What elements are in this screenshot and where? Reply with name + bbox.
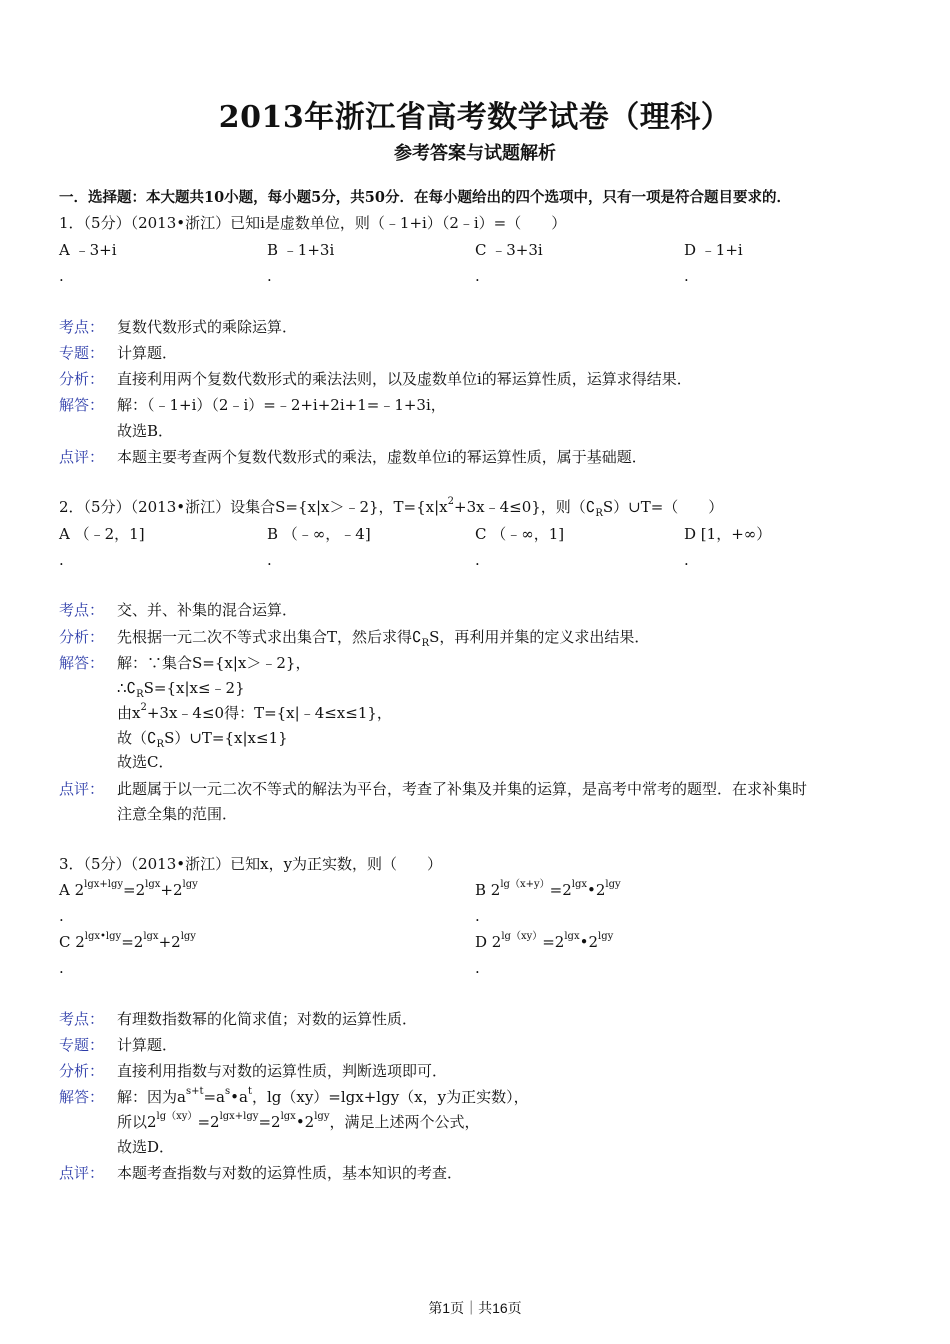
- q1-stem: 1．（5分）（2013•浙江）已知i是虚数单位，则（﹣1+i）（2﹣i）=（ ）: [59, 214, 567, 232]
- q3-option-a: [59, 880, 198, 900]
- q3-zhuanti-label: 专题：: [59, 1036, 105, 1054]
- q1-zhuanti: 计算题．: [117, 344, 178, 362]
- q3-b-op: •2: [587, 881, 606, 899]
- q2-option-b-dot: .: [267, 551, 272, 569]
- q3-jieda-label: 解答：: [59, 1088, 105, 1106]
- q3-option-d: [475, 932, 613, 952]
- q1-dianping-label: 点评：: [59, 448, 105, 466]
- q1-jieda-line2: 故选B．: [117, 422, 174, 440]
- q1-option-d: D ﹣1+i: [684, 241, 743, 259]
- q2-j3-exponent: 2: [140, 702, 147, 713]
- q3-a-exp1: lgx+lgy: [84, 879, 124, 890]
- q2-j2-subscript: R: [136, 689, 144, 700]
- q3-j2-e: ，满足上述两个公式，: [329, 1113, 480, 1131]
- page-title: 2013年浙江省高考数学试卷（理科）: [218, 100, 732, 135]
- q3-d-exp3: lgy: [598, 931, 614, 942]
- q2-jieda-line4: [117, 728, 288, 748]
- q1-option-a: A ﹣3+i: [59, 241, 117, 259]
- q2-fenxi-subscript: R: [421, 638, 430, 649]
- page-footer: 第1页｜共16页: [428, 1300, 522, 1316]
- q2-jieda-line5: 故选C．: [117, 753, 174, 771]
- q2-option-a-dot: .: [59, 551, 64, 569]
- q1-kaodian: 复数代数形式的乘除运算．: [117, 318, 298, 336]
- q2-option-d: D [1，+∞）: [684, 525, 772, 543]
- q2-j2-part2: S={x|x≤﹣2}: [143, 679, 245, 697]
- q3-dianping-label: 点评：: [59, 1164, 105, 1182]
- q2-dianping-label: 点评：: [59, 780, 105, 798]
- q2-j3-part2: +3x﹣4≤0得：T={x|﹣4≤x≤1}，: [146, 704, 392, 722]
- q3-kaodian: 有理数指数幂的化简求值；对数的运算性质．: [117, 1010, 418, 1028]
- q3-c-base: C 2: [59, 933, 85, 951]
- q3-a-exp2: lgx: [145, 879, 161, 890]
- q2-kaodian: 交、并、补集的混合运算．: [117, 601, 298, 619]
- section-heading: 一．选择题：本大题共10小题，每小题5分，共50分．在每小题给出的四个选项中，只有一项是符合题目要求的．: [59, 189, 791, 206]
- q3-a-exp3: lgy: [182, 879, 198, 890]
- q3-j1-d: ，lg（xy）=lgx+lgy（x，y为正实数），: [251, 1088, 529, 1106]
- q2-stem-exponent: 2: [447, 496, 455, 507]
- q3-d-exp1: lg（xy）: [501, 931, 543, 942]
- q2-option-c: C （﹣∞，1]: [475, 525, 565, 543]
- q3-option-d-dot: .: [475, 959, 480, 977]
- q3-option-b: [475, 880, 621, 900]
- q3-j2-s3: lgx: [280, 1111, 296, 1122]
- q1-option-c-dot: .: [475, 267, 480, 285]
- q3-zhuanti: 计算题．: [117, 1036, 178, 1054]
- q2-jieda-line1: 解：∵集合S={x|x＞﹣2}，: [117, 654, 311, 672]
- q1-option-b: B ﹣1+3i: [267, 241, 335, 259]
- q3-option-a-dot: .: [59, 907, 64, 925]
- q2-fenxi: [117, 627, 649, 647]
- q2-option-c-dot: .: [475, 551, 480, 569]
- q3-j2-s1: lg（xy）: [156, 1111, 198, 1122]
- q2-option-a: A （﹣2，1]: [59, 525, 145, 543]
- q3-j2-s2: lgx+lgy: [219, 1111, 259, 1122]
- q3-j1-a: 解：因为a: [117, 1088, 186, 1106]
- q2-j4-part1: 故（∁: [117, 729, 157, 747]
- q3-j1-s1: s+t: [185, 1086, 204, 1097]
- q2-option-d-dot: .: [684, 551, 689, 569]
- q2-j2-part1: ∴∁: [117, 679, 137, 697]
- q3-d-mid: =2: [542, 933, 565, 951]
- q3-j1-s3: t: [247, 1086, 252, 1097]
- q1-jieda-line1: 解：（﹣1+i）（2﹣i）=﹣2+i+2i+1=﹣1+3i，: [117, 396, 446, 414]
- q1-fenxi-label: 分析：: [59, 370, 105, 388]
- q3-d-base: D 2: [475, 933, 502, 951]
- q3-a-op: +2: [160, 881, 183, 899]
- q3-b-base: B 2: [475, 881, 501, 899]
- q3-jieda-line1: [117, 1087, 529, 1107]
- q3-b-exp1: lg（x+y）: [500, 879, 550, 890]
- q2-jieda-line3: [117, 703, 392, 723]
- q2-stem-part1: 2．（5分）（2013•浙江）设集合S={x|x＞﹣2}，T={x|x: [59, 498, 448, 516]
- q3-jieda-line3: 故选D．: [117, 1138, 175, 1156]
- q2-stem: [59, 497, 723, 517]
- q3-c-exp3: lgy: [180, 931, 196, 942]
- q3-option-c-dot: .: [59, 959, 64, 977]
- q1-option-c: C ﹣3+3i: [475, 241, 543, 259]
- q3-fenxi-label: 分析：: [59, 1062, 105, 1080]
- q1-fenxi: 直接利用两个复数代数形式的乘法法则，以及虚数单位i的幂运算性质，运算求得结果．: [117, 370, 692, 388]
- q2-kaodian-label: 考点：: [59, 601, 105, 619]
- q3-c-mid: =2: [121, 933, 144, 951]
- q2-j4-subscript: R: [156, 739, 165, 750]
- q3-a-base: A 2: [59, 881, 85, 899]
- q3-a-mid: =2: [123, 881, 146, 899]
- q2-stem-part2: +3x﹣4≤0}，则（∁: [454, 498, 596, 516]
- q3-option-b-dot: .: [475, 907, 480, 925]
- q3-kaodian-label: 考点：: [59, 1010, 105, 1028]
- q1-kaodian-label: 考点：: [59, 318, 105, 336]
- q2-j3-part1: 由x: [117, 704, 141, 722]
- q3-b-mid: =2: [549, 881, 572, 899]
- q3-j1-c: •a: [230, 1088, 248, 1106]
- q3-c-op: +2: [158, 933, 181, 951]
- q2-j4-part2: S）∪T={x|x≤1}: [164, 729, 288, 747]
- q2-stem-part3: S）∪T=（ ）: [602, 498, 724, 516]
- page-subtitle: 参考答案与试题解析: [394, 143, 556, 164]
- q2-fenxi-part2: S，再利用并集的定义求出结果．: [429, 628, 650, 646]
- q3-jieda-line2: [117, 1112, 479, 1132]
- q3-j2-c: =2: [258, 1113, 281, 1131]
- q3-j1-b: =a: [203, 1088, 225, 1106]
- q2-jieda-line2: [117, 678, 245, 698]
- q3-c-exp2: lgx: [143, 931, 159, 942]
- q3-j2-b: =2: [197, 1113, 220, 1131]
- q2-stem-subscript: R: [595, 508, 603, 519]
- q1-zhuanti-label: 专题：: [59, 344, 105, 362]
- q2-dianping-line2: 注意全集的范围．: [117, 805, 238, 823]
- q1-jieda-label: 解答：: [59, 396, 105, 414]
- q2-option-b: B （﹣∞，﹣4]: [267, 525, 371, 543]
- q3-d-exp2: lgx: [564, 931, 580, 942]
- q3-b-exp3: lgy: [605, 879, 621, 890]
- q1-option-a-dot: .: [59, 267, 64, 285]
- q1-option-b-dot: .: [267, 267, 272, 285]
- q1-dianping: 本题主要考查两个复数代数形式的乘法，虚数单位i的幂运算性质，属于基础题．: [117, 448, 647, 466]
- q3-j2-a: 所以2: [117, 1113, 157, 1131]
- q3-option-c: [59, 932, 196, 952]
- q3-j1-s2: s: [225, 1086, 231, 1097]
- q3-j2-s4: lgy: [314, 1111, 330, 1122]
- q3-fenxi: 直接利用指数与对数的运算性质，判断选项即可．: [117, 1062, 448, 1080]
- q3-j2-d: •2: [295, 1113, 315, 1131]
- q2-fenxi-part1: 先根据一元二次不等式求出集合T，然后求得∁: [117, 628, 422, 646]
- q3-c-exp1: lgx•lgy: [84, 931, 122, 942]
- q3-d-op: •2: [579, 933, 599, 951]
- q3-b-exp2: lgx: [571, 879, 587, 890]
- q3-stem: 3．（5分）（2013•浙江）已知x，y为正实数，则（ ）: [59, 855, 443, 873]
- q2-fenxi-label: 分析：: [59, 628, 105, 646]
- q1-option-d-dot: .: [684, 267, 689, 285]
- q3-dianping: 本题考查指数与对数的运算性质，基本知识的考查．: [117, 1164, 463, 1182]
- q2-jieda-label: 解答：: [59, 654, 105, 672]
- q2-dianping-line1: 此题属于以一元二次不等式的解法为平台，考查了补集及并集的运算，是高考中常考的题型．在求补集时: [117, 780, 808, 798]
